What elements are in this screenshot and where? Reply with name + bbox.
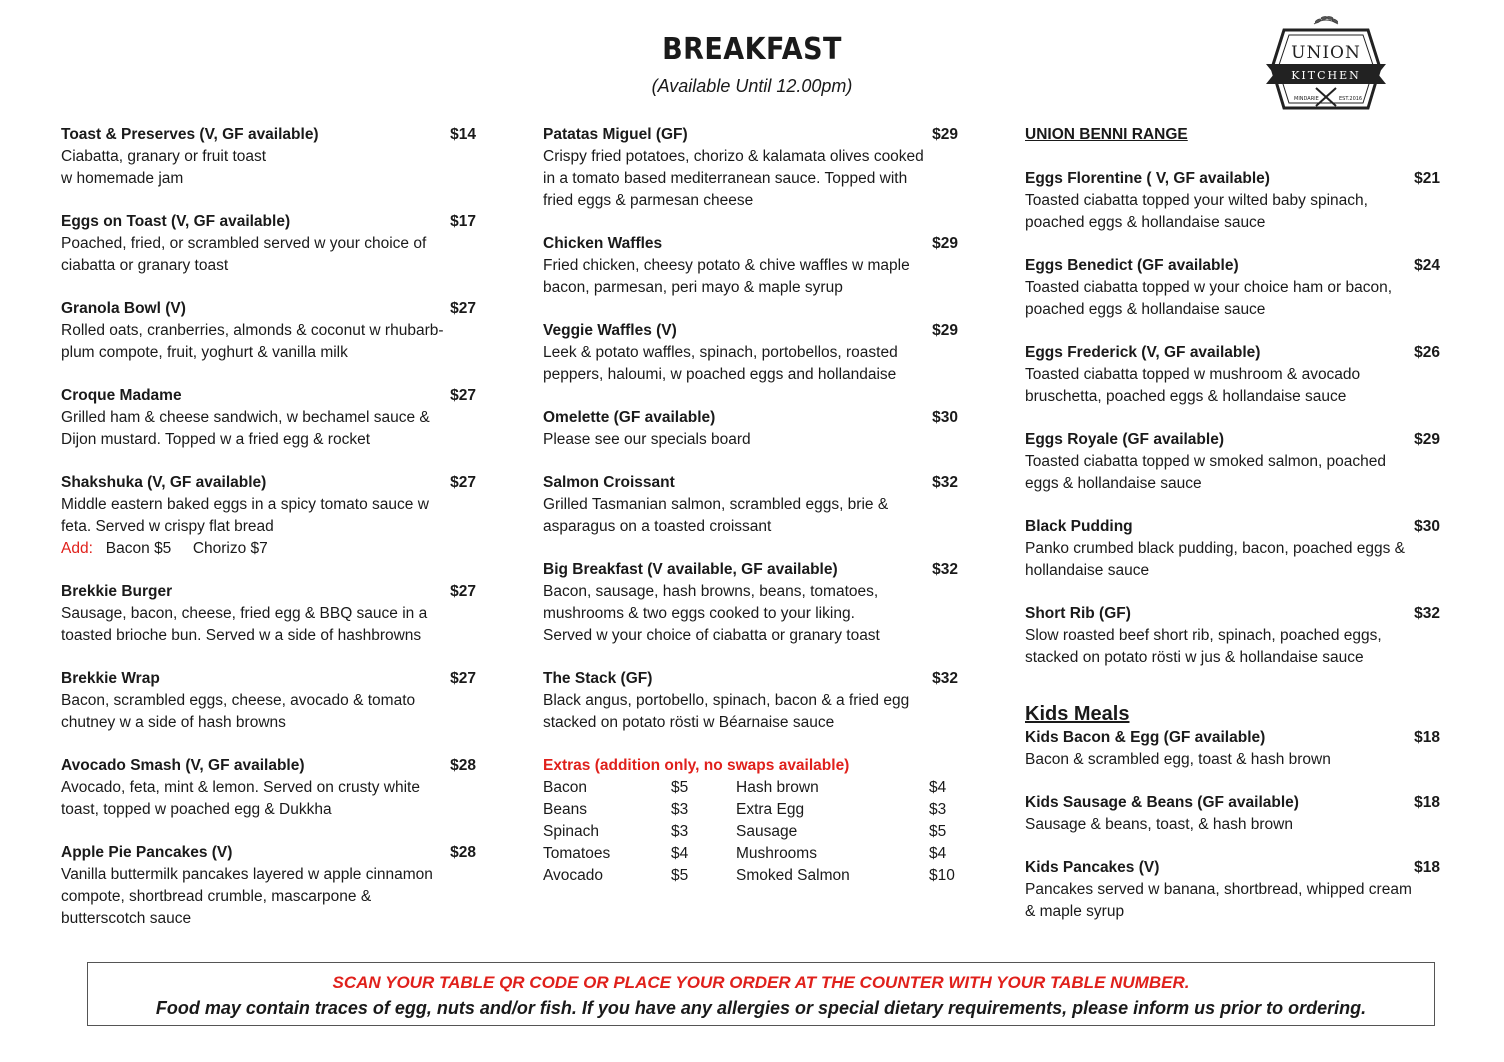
add-on-text: Bacon $5 Chorizo $7 [92, 540, 268, 557]
extra-name: Beans [543, 801, 587, 818]
extra-price: $4 [929, 779, 947, 796]
menu-item [543, 559, 958, 647]
menu-item [61, 668, 476, 734]
item-description: Bacon, scrambled eggs, cheese, avocado & tomato chutney w a side of hash browns [61, 692, 416, 731]
item-price: $21 [1414, 170, 1440, 187]
union-kitchen-logo [1264, 14, 1388, 122]
item-description: Sausage & beans, toast, & hash brown [1025, 816, 1293, 833]
item-name: Kids Pancakes (V) [1025, 859, 1160, 876]
extras-title: Extras (addition only, no swaps available) [543, 757, 850, 774]
item-price: $28 [450, 844, 476, 861]
extra-name: Smoked Salmon [736, 867, 850, 884]
item-name: Brekkie Wrap [61, 670, 160, 687]
item-name: Granola Bowl (V) [61, 300, 186, 317]
item-price: $18 [1414, 794, 1440, 811]
item-description: Avocado, feta, mint & lemon. Served on crusty white toast, topped w poached egg & Dukkha [61, 779, 420, 818]
item-name: Eggs Benedict (GF available) [1025, 257, 1239, 274]
menu-item [543, 320, 958, 386]
item-price: $26 [1414, 344, 1440, 361]
menu-item [1025, 857, 1440, 923]
logo-text-right: EST.2016 [1339, 96, 1363, 102]
item-description: Panko crumbed black pudding, bacon, poached eggs & hollandaise sauce [1025, 540, 1406, 579]
menu-item [1025, 168, 1440, 234]
item-price: $29 [932, 235, 958, 252]
extras-table [543, 777, 958, 887]
item-description: Bacon & scrambled egg, toast & hash brown [1025, 751, 1331, 768]
item-name: Kids Sausage & Beans (GF available) [1025, 794, 1299, 811]
item-name: The Stack (GF) [543, 670, 653, 687]
menu-item [61, 581, 476, 647]
logo-text-top: UNION [1291, 43, 1361, 63]
menu-item [1025, 792, 1440, 836]
item-price: $18 [1414, 859, 1440, 876]
extra-name: Tomatoes [543, 845, 611, 862]
extra-price: $10 [929, 867, 955, 884]
menu-column-left [61, 124, 476, 951]
item-name: Big Breakfast (V available, GF available) [543, 561, 838, 578]
item-description: Poached, fried, or scrambled served w your choice of ciabatta or granary toast [61, 235, 427, 274]
menu-item [61, 755, 476, 821]
extra-price: $3 [671, 823, 689, 840]
item-price: $32 [932, 561, 958, 578]
allergy-notice: Food may contain traces of egg, nuts and/or fish. If you have any allergies or special dietary requirements, please inform us prior to ordering. [155, 998, 1367, 1018]
item-description: Ciabatta, granary or fruit toast w homemade jam [61, 148, 267, 187]
extra-price: $3 [671, 801, 689, 818]
item-name: Apple Pie Pancakes (V) [61, 844, 233, 861]
extra-price: $5 [671, 867, 689, 884]
item-name: Kids Bacon & Egg (GF available) [1025, 729, 1266, 746]
item-name: Chicken Waffles [543, 235, 663, 252]
item-name: Eggs on Toast (V, GF available) [61, 213, 291, 230]
item-name: Toast & Preserves (V, GF available) [61, 126, 319, 143]
item-description: Vanilla buttermilk pancakes layered w apple cinnamon compote, shortbread crumble, mascarpone & butterscotch sauce [61, 866, 433, 927]
extra-price: $5 [929, 823, 947, 840]
item-name: Patatas Miguel (GF) [543, 126, 688, 143]
item-price: $27 [450, 583, 476, 600]
item-description: Toasted ciabatta topped your wilted baby spinach, poached eggs & hollandaise sauce [1025, 192, 1368, 231]
item-price: $30 [932, 409, 958, 426]
item-description: Please see our specials board [543, 431, 751, 448]
item-name: Short Rib (GF) [1025, 605, 1131, 622]
item-price: $30 [1414, 518, 1440, 535]
kids-meals-title: Kids Meals [1025, 703, 1130, 725]
menu-item [1025, 603, 1440, 669]
item-name: Croque Madame [61, 387, 182, 404]
item-description: Toasted ciabatta topped w your choice ham or bacon, poached eggs & hollandaise sauce [1025, 279, 1393, 318]
add-on-label: Add: [61, 540, 93, 557]
item-description: Leek & potato waffles, spinach, portobellos, roasted peppers, haloumi, w poached eggs and hollandaise [543, 344, 898, 383]
extra-name: Sausage [736, 823, 798, 840]
page-title: BREAKFAST [662, 32, 842, 67]
item-name: Avocado Smash (V, GF available) [61, 757, 305, 774]
item-description: Sausage, bacon, cheese, fried egg & BBQ sauce in a toasted brioche bun. Served w a side of hashbrowns [61, 605, 428, 644]
extra-name: Bacon [543, 779, 587, 796]
extra-price: $4 [671, 845, 689, 862]
item-price: $27 [450, 387, 476, 404]
item-price: $32 [932, 670, 958, 687]
item-name: Black Pudding [1025, 518, 1133, 535]
item-name: Eggs Royale (GF available) [1025, 431, 1224, 448]
menu-column-middle [543, 124, 958, 887]
item-description: Fried chicken, cheesy potato & chive waffles w maple bacon, parmesan, peri mayo & maple syrup [543, 257, 910, 296]
item-price: $27 [450, 670, 476, 687]
extra-name: Spinach [543, 823, 600, 840]
item-price: $29 [1414, 431, 1440, 448]
menu-item [61, 211, 476, 277]
extra-price: $4 [929, 845, 947, 862]
extra-name: Avocado [543, 867, 604, 884]
item-description: Rolled oats, cranberries, almonds & coconut w rhubarb- plum compote, fruit, yoghurt & vanilla milk [61, 322, 444, 361]
menu-item [1025, 255, 1440, 321]
item-description: Toasted ciabatta topped w smoked salmon, poached eggs & hollandaise sauce [1025, 453, 1387, 492]
item-price: $24 [1414, 257, 1440, 274]
menu-item [543, 124, 958, 212]
item-price: $14 [450, 126, 476, 143]
item-price: $29 [932, 322, 958, 339]
item-description: Toasted ciabatta topped w mushroom & avocado bruschetta, poached eggs & hollandaise sauce [1025, 366, 1361, 405]
menu-item [61, 472, 476, 560]
item-price: $18 [1414, 729, 1440, 746]
item-description: Crispy fried potatoes, chorizo & kalamata olives cooked in a tomato based mediterranean sauce. Topped with fried eggs & parmesan cheese [543, 148, 924, 209]
item-name: Omelette (GF available) [543, 409, 716, 426]
item-description: Slow roasted beef short rib, spinach, poached eggs, stacked on potato rösti w jus & hollandaise sauce [1025, 627, 1382, 666]
item-description: Bacon, sausage, hash browns, beans, tomatoes, mushrooms & two eggs cooked to your liking. Served w your choice of ciabatta or granary toast [543, 583, 880, 644]
leaf-icon [1314, 16, 1338, 24]
logo-text-left: MINDARIE [1294, 96, 1319, 102]
menu-item [61, 298, 476, 364]
order-notice-box [87, 962, 1435, 1026]
menu-item [61, 385, 476, 451]
item-name: Veggie Waffles (V) [543, 322, 677, 339]
menu-column-right [1025, 124, 1440, 944]
add-on-line [61, 538, 476, 560]
extra-price: $5 [671, 779, 689, 796]
menu-item [1025, 516, 1440, 582]
logo-text-band: KITCHEN [1291, 69, 1361, 82]
item-price: $27 [450, 474, 476, 491]
order-instructions: SCAN YOUR TABLE QR CODE OR PLACE YOUR ORDER AT THE COUNTER WITH YOUR TABLE NUMBER. [332, 973, 1190, 992]
item-price: $29 [932, 126, 958, 143]
item-description: Black angus, portobello, spinach, bacon & a fried egg stacked on potato rösti w Béarnaise sauce [543, 692, 910, 731]
extra-name: Extra Egg [736, 801, 805, 818]
item-description: Grilled Tasmanian salmon, scrambled eggs, brie & asparagus on a toasted croissant [543, 496, 889, 535]
page-subtitle: (Available Until 12.00pm) [651, 76, 853, 96]
item-description: Middle eastern baked eggs in a spicy tomato sauce w feta. Served w crispy flat bread [61, 496, 429, 535]
menu-item [1025, 429, 1440, 495]
extra-price: $3 [929, 801, 947, 818]
item-name: Eggs Florentine ( V, GF available) [1025, 170, 1270, 187]
item-price: $17 [450, 213, 476, 230]
menu-item [543, 472, 958, 538]
item-description: Pancakes served w banana, shortbread, whipped cream & maple syrup [1025, 881, 1412, 920]
menu-item [1025, 342, 1440, 408]
item-price: $32 [932, 474, 958, 491]
menu-item [61, 842, 476, 930]
item-price: $27 [450, 300, 476, 317]
item-name: Eggs Frederick (V, GF available) [1025, 344, 1261, 361]
item-description: Grilled ham & cheese sandwich, w bechamel sauce & Dijon mustard. Topped w a fried egg & rocket [61, 409, 430, 448]
menu-item [61, 124, 476, 190]
item-name: Salmon Croissant [543, 474, 675, 491]
extra-name: Mushrooms [736, 845, 817, 862]
menu-item [543, 233, 958, 299]
item-price: $32 [1414, 605, 1440, 622]
extra-name: Hash brown [736, 779, 819, 796]
menu-item [543, 668, 958, 734]
menu-item [543, 407, 958, 451]
item-name: Shakshuka (V, GF available) [61, 474, 267, 491]
benni-range-title: UNION BENNI RANGE [1025, 126, 1188, 143]
item-price: $28 [450, 757, 476, 774]
item-name: Brekkie Burger [61, 583, 173, 600]
menu-item [1025, 727, 1440, 771]
